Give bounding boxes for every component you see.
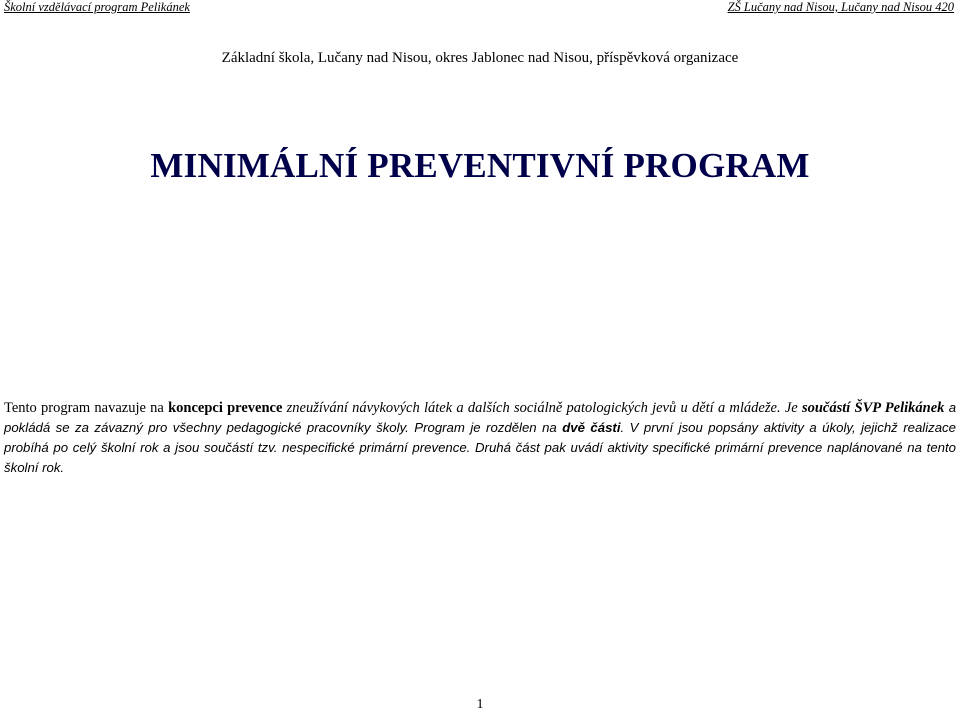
paragraph-segment: a pokládá se za závazný pro všechny pedagogické pracovníky školy. Program je rozdělen na (4, 400, 957, 435)
intro-paragraph (4, 398, 956, 478)
paragraph-emphasis: dvě části (562, 420, 621, 435)
page-header (4, 0, 954, 15)
paragraph-emphasis: součástí ŠVP Pelikánek (801, 400, 945, 416)
paragraph-segment: Tento program navazuje na (4, 400, 169, 416)
paragraph-segment: zneužívání návykových látek a dalších sociálně patologických jevů u dětí a mládeže. (282, 400, 781, 416)
institution-name: Základní škola, Lučany nad Nisou, okres Jablonec nad Nisou, příspěvková organizace (221, 50, 739, 66)
document-title: MINIMÁLNÍ PREVENTIVNÍ PROGRAM (150, 146, 810, 185)
header-program-name: Školní vzdělávací program Pelikánek (4, 0, 190, 14)
page-number: 1 (476, 697, 484, 712)
paragraph-emphasis: koncepci prevence (168, 400, 283, 416)
paragraph-segment: . V první jsou popsány aktivity a úkoly, jejichž realizace probíhá po celý školní rok a jsou součástí tzv. nespecifické primární prevence. Druhá část pak uvádí aktivity specifické primární prevence naplánované na tento školní rok. (4, 420, 956, 475)
paragraph-segment: Je (780, 400, 802, 416)
header-school-address: ZŠ Lučany nad Nisou, Lučany nad Nisou 420 (727, 0, 954, 14)
